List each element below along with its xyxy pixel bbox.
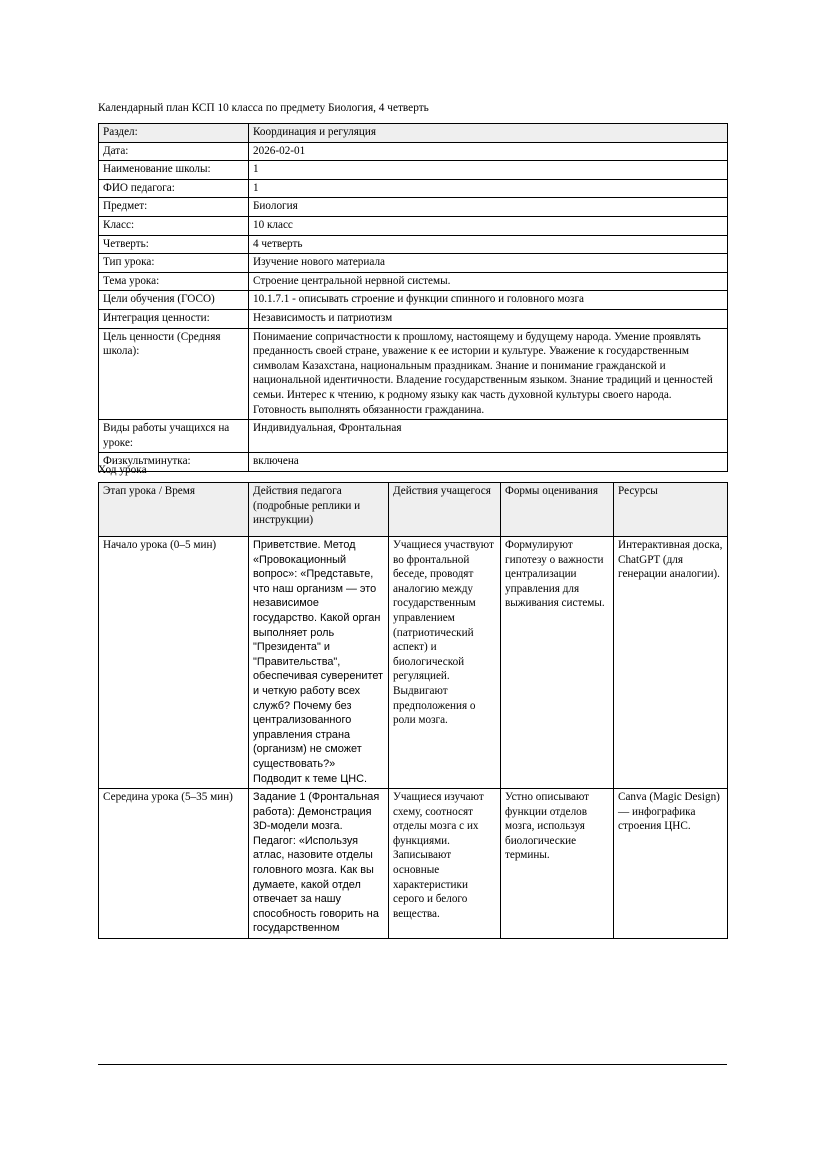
info-row-value: 1 bbox=[249, 161, 728, 180]
column-header-4: Формы оценивания bbox=[501, 483, 614, 537]
info-row-value: Строение центральной нервной системы. bbox=[249, 272, 728, 291]
table-row bbox=[99, 161, 728, 180]
info-row-value: включена bbox=[249, 453, 728, 472]
info-row-key: Дата: bbox=[99, 142, 249, 161]
stage-cell: Начало урока (0–5 мин) bbox=[99, 537, 249, 789]
info-row-value: Биология bbox=[249, 198, 728, 217]
column-header-5: Ресурсы bbox=[614, 483, 728, 537]
column-header-3: Действия учащегося bbox=[389, 483, 501, 537]
lesson-flow-table bbox=[98, 482, 728, 939]
info-row-key: Тема урока: bbox=[99, 272, 249, 291]
page-bottom-clip bbox=[0, 1066, 827, 1170]
info-row-key: Виды работы учащихся на уроке: bbox=[99, 420, 249, 453]
resources-cell: Canva (Magic Design) — инфографика строения ЦНС. bbox=[614, 789, 728, 939]
table-row bbox=[99, 537, 728, 789]
info-row-key: Интеграция ценности: bbox=[99, 309, 249, 328]
lesson-flow-table-body bbox=[99, 537, 728, 939]
lesson-info-table bbox=[98, 123, 728, 472]
info-row-value: 10 класс bbox=[249, 216, 728, 235]
info-row-key: Тип урока: bbox=[99, 254, 249, 273]
teacher-actions-cell: Приветствие. Метод «Провокационный вопрос»: «Представьте, что наш организм — это независимое государство. Какой орган выполняет роль "Президента" и "Правительства", обеспечивая суверенитет и четкую работу всех служб? Почему без централизованного управления страна (организм) не сможет существовать?» Подводит к теме ЦНС. bbox=[249, 537, 389, 789]
info-row-value: 4 четверть bbox=[249, 235, 728, 254]
table-row bbox=[99, 179, 728, 198]
info-row-key: Наименование школы: bbox=[99, 161, 249, 180]
stage-cell: Середина урока (5–35 мин) bbox=[99, 789, 249, 939]
assessment-forms-cell: Формулируют гипотезу о важности централизации управления для выживания системы. bbox=[501, 537, 614, 789]
info-row-key: Четверть: bbox=[99, 235, 249, 254]
lesson-info-table-body bbox=[99, 124, 728, 472]
table-row bbox=[99, 309, 728, 328]
info-row-value: Понимаение сопричастности к прошлому, настоящему и будущему народа. Умение проявлять преданность своей стране, уважение к ее истории и культуре. Уважение к государственным символам Казахстана, национальным праздникам. Знание и понимание гражданской и национальной идентичности. Владение государственным языком. Знание традиций и ценностей семьи. Интерес к чтению, к родному языку как часть духовной культуры своего народа. Готовность выполнять обязанности гражданина. bbox=[249, 328, 728, 420]
info-row-value: 1 bbox=[249, 179, 728, 198]
table-row bbox=[99, 142, 728, 161]
info-row-key: Предмет: bbox=[99, 198, 249, 217]
table-row bbox=[99, 291, 728, 310]
section-label-lesson-flow: Ход урока bbox=[98, 464, 147, 476]
student-actions-cell: Учащиеся изучают схему, соотносят отделы мозга с их функциями. Записывают основные характеристики серого и белого вещества. bbox=[389, 789, 501, 939]
info-row-value: Координация и регуляция bbox=[249, 124, 728, 143]
column-header-1: Этап урока / Время bbox=[99, 483, 249, 537]
teacher-actions-cell: Задание 1 (Фронтальная работа): Демонстрация 3D-модели мозга. Педагог: «Используя атлас, назовите отделы головного мозга. Как вы думаете, какой отдел отвечает за нашу способность говорить на государственном bbox=[249, 789, 389, 939]
resources-cell: Интерактивная доска, ChatGPT (для генерации аналогии). bbox=[614, 537, 728, 789]
table-row bbox=[99, 254, 728, 273]
assessment-forms-cell: Устно описывают функции отделов мозга, используя биологические термины. bbox=[501, 789, 614, 939]
info-row-key: Цели обучения (ГОСО) bbox=[99, 291, 249, 310]
table-cut-border bbox=[98, 1064, 727, 1065]
table-row bbox=[99, 420, 728, 453]
page-title: Календарный план КСП 10 класса по предмету Биология, 4 четверть bbox=[98, 102, 429, 114]
info-row-key: Цель ценности (Средняя школа): bbox=[99, 328, 249, 420]
table-row bbox=[99, 328, 728, 420]
info-row-value: 10.1.7.1 - описывать строение и функции спинного и головного мозга bbox=[249, 291, 728, 310]
info-row-value: Изучение нового материала bbox=[249, 254, 728, 273]
info-row-key: Раздел: bbox=[99, 124, 249, 143]
student-actions-cell: Учащиеся участвуют во фронтальной беседе, проводят аналогию между государственным управлением (патриотический аспект) и биологической регуляцией. Выдвигают предположения о роли мозга. bbox=[389, 537, 501, 789]
info-row-value: Независимость и патриотизм bbox=[249, 309, 728, 328]
table-row bbox=[99, 124, 728, 143]
info-row-value: 2026-02-01 bbox=[249, 142, 728, 161]
table-header-row bbox=[99, 483, 728, 537]
table-row bbox=[99, 235, 728, 254]
table-row bbox=[99, 198, 728, 217]
table-row bbox=[99, 453, 728, 472]
info-row-key: ФИО педагога: bbox=[99, 179, 249, 198]
info-row-key: Физкультминутка: bbox=[99, 453, 249, 472]
table-row bbox=[99, 216, 728, 235]
table-row bbox=[99, 272, 728, 291]
info-row-value: Индивидуальная, Фронтальная bbox=[249, 420, 728, 453]
info-row-key: Класс: bbox=[99, 216, 249, 235]
column-header-2: Действия педагога (подробные реплики и инструкции) bbox=[249, 483, 389, 537]
table-row bbox=[99, 789, 728, 939]
lesson-flow-table-head bbox=[99, 483, 728, 537]
